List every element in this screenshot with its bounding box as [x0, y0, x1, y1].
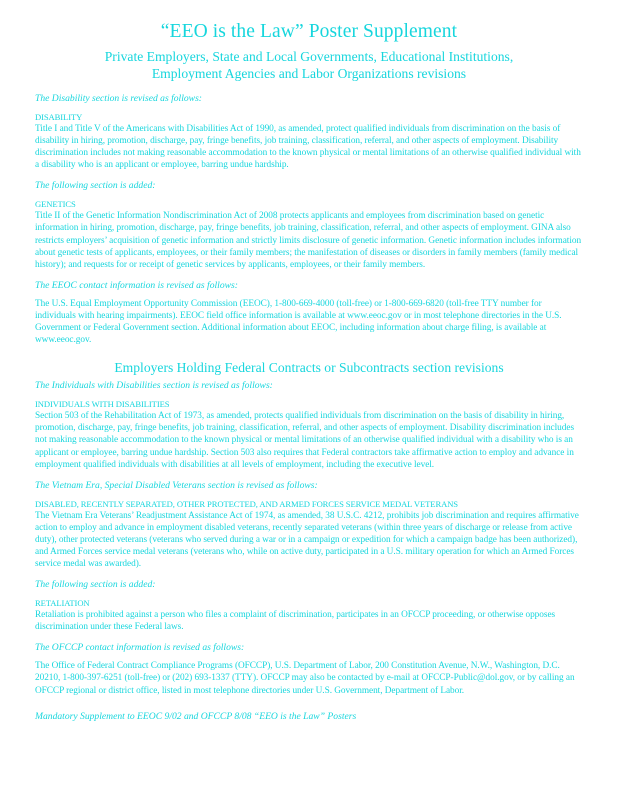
retaliation-section: [35, 579, 583, 633]
eeoc-contact-intro: The EEOC contact information is revised as follows:: [35, 279, 238, 291]
individuals-disabilities-text: Section 503 of the Rehabilitation Act of 1973, as amended, protects qualified individuals from discrimination on the basis of disability in hiring, promotion, discharge, pay, fringe benefits, job training, classification, referral, and other aspects of employment. Disability discrimination includes not making reasonable accommodation to the known physical or mental limitations of an otherwise qualified individual with a disability who is an applicant or employee, barring undue hardship. Section 503 also requires that Federal contractors take affirmative action to employ and advance in employment qualified individuals with disabilities at all levels of employment, including the executive level.: [35, 411, 575, 470]
retaliation-text: Retaliation is prohibited against a person who files a complaint of discrimination, participates in an OFCCP proceeding, or otherwise opposes discrimination under these Federal laws.: [35, 610, 556, 633]
page-title: “EEO is the Law” Poster Supplement: [160, 21, 458, 42]
individuals-disabilities-intro: The Individuals with Disabilities section is revised as follows:: [35, 380, 273, 392]
genetics-intro: The following section is added:: [35, 180, 156, 192]
individuals-disabilities-section: [35, 380, 583, 470]
mandatory-supplement-footer: Mandatory Supplement to EEOC 9/02 and OFCCP 8/08 “EEO is the Law” Posters: [35, 710, 357, 722]
federal-contractors-heading: Employers Holding Federal Contracts or Subcontracts section revisions: [114, 360, 504, 376]
veterans-section: [35, 480, 583, 570]
eeoc-contact-section: [35, 280, 583, 346]
genetics-section: [35, 180, 583, 270]
poster-supplement-page: [35, 0, 583, 723]
retaliation-intro: The following section is added:: [35, 579, 156, 591]
ofccp-contact-section: [35, 642, 583, 696]
veterans-label: DISABLED, RECENTLY SEPARATED, OTHER PROTECTED, AND ARMED FORCES SERVICE MEDAL VETERANS: [35, 498, 458, 509]
veterans-intro: The Vietnam Era, Special Disabled Veterans section is revised as follows:: [35, 479, 318, 491]
page-subtitle-line-2: Employment Agencies and Labor Organizations revisions: [151, 66, 467, 81]
page-subtitle-line-1: Private Employers, State and Local Governments, Educational Institutions,: [104, 49, 514, 64]
disability-section: [35, 93, 583, 171]
genetics-text: Title II of the Genetic Information Nondiscrimination Act of 2008 protects applicants and employees from discrimination based on genetic information in hiring, promotion, discharge, pay, fringe benefits, job training, classification, referral, and other aspects of employment. GINA also restricts employers’ acquisition of genetic information and strictly limits disclosure of genetic information. Genetic information includes information about genetic tests of applicants, employees, or their family members; the manifestation of diseases or disorders in family members (family medical history); and requests for or receipt of genetic services by applicants, employees, or their family members.: [35, 211, 582, 270]
individuals-disabilities-label: INDIVIDUALS WITH DISABILITIES: [35, 399, 170, 410]
eeoc-contact-text: The U.S. Equal Employment Opportunity Commission (EEOC), 1-800-669-4000 (toll-free) or 1-800-669-6820 (toll-free TTY number for individuals with hearing impairments). EEOC field office information is available at www.eeoc.gov or in most telephone directories in the U.S. Government or Federal Government section. Additional information about EEOC, including information about charge filing, is available at www.eeoc.gov.: [35, 298, 562, 346]
genetics-label: GENETICS: [35, 199, 76, 210]
ofccp-contact-intro: The OFCCP contact information is revised as follows:: [35, 642, 245, 654]
veterans-text: The Vietnam Era Veterans’ Readjustment Assistance Act of 1974, as amended, 38 U.S.C. 4212, prohibits job discrimination and requires affirmative action to employ and advance in employment disabled veterans, recently separated veterans (within three years of discharge or release from active duty), other protected veterans (veterans who served during a war or in a campaign or expedition for which a campaign badge has been authorized), and Armed Forces service medal veterans (veterans who, while on active duty, participated in a U.S. military operation for which an Armed Forces service medal was awarded).: [35, 510, 579, 570]
retaliation-label: RETALIATION: [35, 598, 90, 609]
disability-label: DISABILITY: [35, 112, 83, 122]
ofccp-contact-text: The Office of Federal Contract Compliance Programs (OFCCP), U.S. Department of Labor, 200 Constitution Avenue, N.W., Washington, D.C. 20210, 1-800-397-6251 (toll-free) or (202) 693-1337 (TTY). OFCCP may also be contacted by e-mail at OFCCP-Public@dol.gov, or by calling an OFCCP regional or district office, listed in most telephone directories under U.S. Government, Department of Labor.: [35, 661, 575, 696]
disability-text: Title I and Title V of the Americans with Disabilities Act of 1990, as amended, protect qualified individuals from discrimination on the basis of disability in hiring, promotion, discharge, pay, fringe benefits, job training, classification, referral, and other aspects of employment. Disability discrimination includes not making reasonable accommodation to the known physical or mental limitations of an otherwise qualified individual with a disability who is an applicant or employee, barring undue hardship.: [35, 124, 581, 171]
disability-intro: The Disability section is revised as follows:: [35, 93, 202, 104]
